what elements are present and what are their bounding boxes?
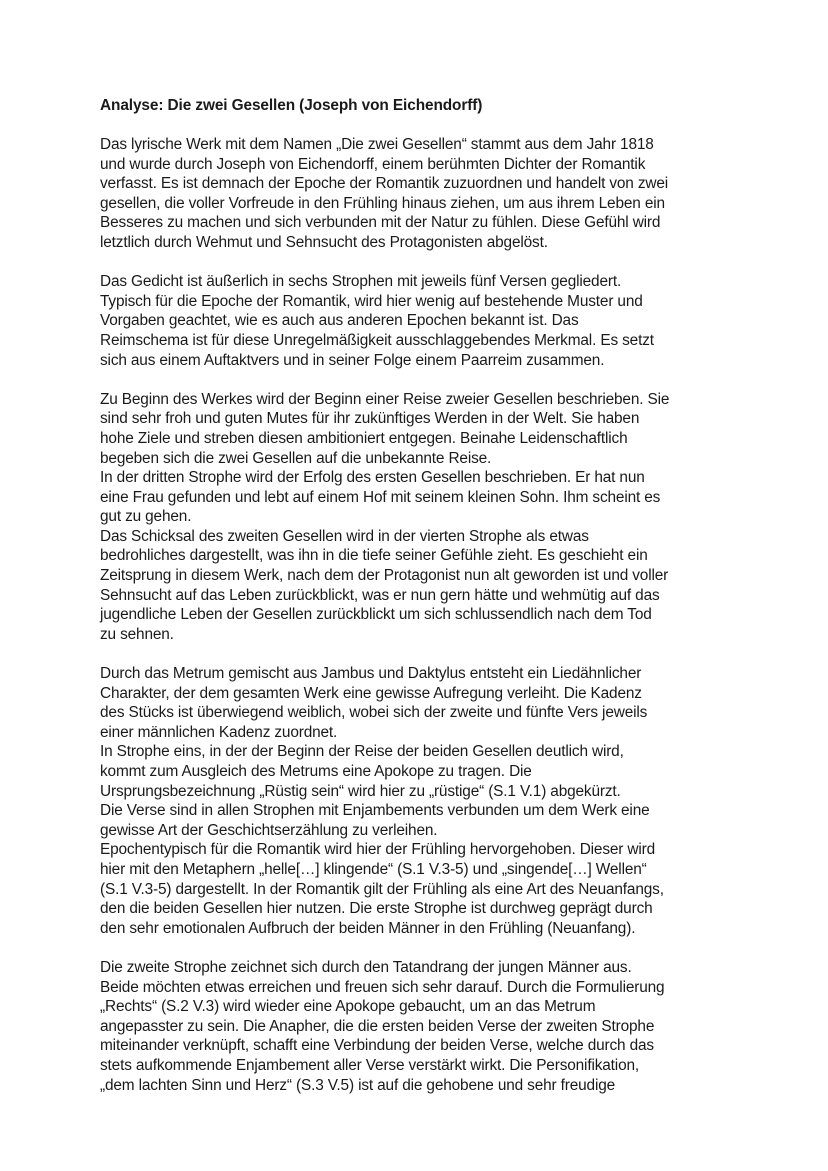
text-line: (S.1 V.3-5) dargestellt. In der Romantik gilt der Frühling als eine Art des Neuanfangs, <box>100 880 664 898</box>
text-line: gewisse Art der Geschichtserzählung zu verleihen. <box>100 821 438 839</box>
text-line: „dem lachten Sinn und Herz“ (S.3 V.5) ist auf die gehobene und sehr freudige <box>100 1076 616 1094</box>
document-page <box>100 96 740 1115</box>
text-line: stets aufkommende Enjambement aller Verse verstärkt wirkt. Die Personifikation, <box>100 1056 640 1074</box>
text-line: Vorgaben geachtet, wie es auch aus anderen Epochen bekannt ist. Das <box>100 312 579 330</box>
text-line: hier mit den Metaphern „helle[…] klingende“ (S.1 V.3-5) und „singende[…] Wellen“ <box>100 860 647 878</box>
text-line: den sehr emotionalen Aufbruch der beiden Männer in den Frühling (Neuanfang). <box>100 919 636 937</box>
text-line: hohe Ziele und streben diesen ambitioniert entgegen. Beinahe Leidenschaftlich <box>100 429 628 447</box>
paragraph-metrum-analysis <box>100 664 740 938</box>
paragraph-introduction <box>100 135 740 253</box>
text-line: jugendliche Leben der Gesellen zurückblickt um sich schlussendlich nach dem Tod <box>100 606 652 624</box>
text-line: Zeitsprung in diesem Werk, nach dem der Protagonist nun alt geworden ist und voller <box>100 567 669 585</box>
paragraph-content <box>100 390 740 645</box>
text-line: eine Frau gefunden und lebt auf einem Hof mit seinem kleinen Sohn. Ihm scheint es <box>100 488 661 506</box>
text-line: In Strophe eins, in der der Beginn der Reise der beiden Gesellen deutlich wird, <box>100 743 624 761</box>
text-line: Typisch für die Epoche der Romantik, wird hier wenig auf bestehende Muster und <box>100 292 643 310</box>
text-line: Das Gedicht ist äußerlich in sechs Strophen mit jeweils fünf Versen gegliedert. <box>100 273 622 291</box>
text-line: Das lyrische Werk mit dem Namen „Die zwei Gesellen“ stammt aus dem Jahr 1818 <box>100 136 654 153</box>
text-line: miteinander verknüpft, schafft eine Verbindung der beiden Verse, welche durch das <box>100 1037 654 1055</box>
paragraph-second-stanza <box>100 958 740 1095</box>
text-line: Epochentypisch für die Romantik wird hier der Frühling hervorgehoben. Dieser wird <box>100 841 656 859</box>
text-line: bedrohliches dargestellt, was ihn in die tiefe seiner Gefühle zieht. Es geschieht ein <box>100 547 648 565</box>
document-title: Analyse: Die zwei Gesellen (Joseph von Eichendorff) <box>100 97 483 114</box>
text-line: den die beiden Gesellen hier nutzen. Die erste Strophe ist durchweg geprägt durch <box>100 900 653 918</box>
text-line: gut zu gehen. <box>100 508 192 526</box>
text-line: Durch das Metrum gemischt aus Jambus und Daktylus entsteht ein Liedähnlicher <box>100 665 642 683</box>
text-line: Beide möchten etwas erreichen und freuen sich sehr darauf. Durch die Formulierung <box>100 978 665 996</box>
text-line: und wurde durch Joseph von Eichendorff, einem berühmten Dichter der Romantik <box>100 155 646 173</box>
text-line: Sehnsucht auf das Leben zurückblickt, was er nun gern hätte und wehmütig auf das <box>100 586 660 604</box>
paragraph-structure <box>100 272 740 370</box>
text-line: Charakter, der dem gesamten Werk eine gewisse Aufregung verleiht. Die Kadenz <box>100 684 642 702</box>
text-line: Das Schicksal des zweiten Gesellen wird in der vierten Strophe als etwas <box>100 527 589 545</box>
text-line: Die Verse sind in allen Strophen mit Enjambements verbunden um dem Werk eine <box>100 802 650 820</box>
text-line: Besseres zu machen und sich verbunden mit der Natur zu fühlen. Diese Gefühl wird <box>100 214 661 232</box>
text-line: In der dritten Strophe wird der Erfolg des ersten Gesellen beschrieben. Er hat nun <box>100 469 645 487</box>
text-line: kommt zum Ausgleich des Metrums eine Apokope zu tragen. Die <box>100 763 532 780</box>
text-line: Reimschema ist für diese Unregelmäßigkeit ausschlaggebendes Merkmal. Es setzt <box>100 331 654 349</box>
text-line: zu sehnen. <box>100 625 174 643</box>
text-line: sind sehr froh und guten Mutes für ihr zukünftiges Werden in der Welt. Sie haben <box>100 410 640 428</box>
text-line: letztlich durch Wehmut und Sehnsucht des Protagonisten abgelöst. <box>100 233 548 251</box>
text-line: gesellen, die voller Vorfreude in den Frühling hinaus ziehen, um aus ihrem Leben ein <box>100 194 665 212</box>
text-line: Zu Beginn des Werkes wird der Beginn einer Reise zweier Gesellen beschrieben. Sie <box>100 390 670 408</box>
text-line: verfasst. Es ist demnach der Epoche der Romantik zuzuordnen und handelt von zwei <box>100 175 669 193</box>
text-line: einer männlichen Kadenz zuordnet. <box>100 723 338 741</box>
text-line: begeben sich die zwei Gesellen auf die unbekannte Reise. <box>100 449 492 467</box>
text-line: Die zweite Strophe zeichnet sich durch den Tatandrang der jungen Männer aus. <box>100 958 632 976</box>
text-line: sich aus einem Auftaktvers und in seiner Folge einem Paarreim zusammen. <box>100 351 605 369</box>
text-line: „Rechts“ (S.2 V.3) wird wieder eine Apokope gebaucht, um an das Metrum <box>100 998 596 1016</box>
text-line: Ursprungsbezeichnung „Rüstig sein“ wird hier zu „rüstige“ (S.1 V.1) abgekürzt. <box>100 782 621 800</box>
text-line: des Stücks ist überwiegend weiblich, wobei sich der zweite und fünfte Vers jeweils <box>100 704 648 722</box>
text-line: angepasster zu sein. Die Anapher, die die ersten beiden Verse der zweiten Strophe <box>100 1017 655 1035</box>
